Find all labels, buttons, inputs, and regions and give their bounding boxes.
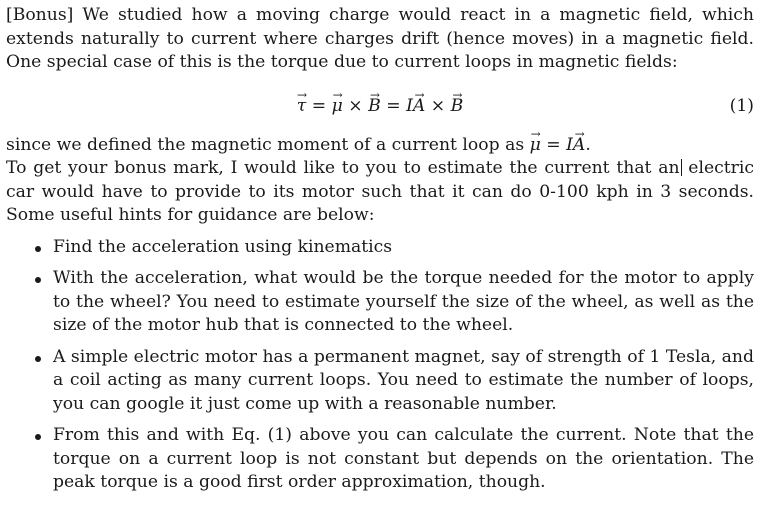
definition-end: . (585, 134, 591, 155)
equation-equals-2: = (380, 95, 407, 116)
b-vector-1: → B (368, 95, 381, 119)
hint-item: Find the acceleration using kinematics (6, 236, 754, 260)
definition-paragraph (6, 134, 754, 158)
equation-number: (1) (729, 95, 754, 116)
torque-equation-row (6, 95, 754, 119)
tau-vector: → τ (297, 95, 307, 119)
mu-vector: → μ (332, 95, 343, 119)
hint-item: With the acceleration, what would be the torque needed for the motor to apply to the wheel? You need to estimate yourself the size of the wheel, as well as the size of the motor hub that is connected to the wheel. (6, 267, 754, 338)
task-paragraph (6, 157, 754, 228)
b-vector-2: → B (451, 95, 464, 119)
definition-mu: → μ (530, 134, 541, 158)
torque-equation (6, 95, 754, 119)
area-vector: → A (413, 95, 425, 119)
equation-cross-2: × (425, 95, 451, 116)
hint-item: From this and with Eq. (1) above you can calculate the current. Note that the torque on a current loop is not constant but depends on the orientation. The peak torque is a good first order approximation, though. (6, 424, 754, 495)
hint-item: A simple electric motor has a permanent magnet, say of strength of 1 Tesla, and a coil acting as many current loops. You need to estimate the number of loops, you can google it just come up with a reasonable number. (6, 346, 754, 417)
intro-paragraph: [Bonus] We studied how a moving charge would react in a magnetic field, which extends naturally to current where charges drift (hence moves) in a magnetic field. One special case of this is the torque due to current loops in magnetic fields: (6, 5, 754, 72)
current-symbol: I (406, 95, 413, 116)
definition-equals: = (540, 134, 567, 155)
definition-i: I (566, 134, 573, 155)
equation-cross-1: × (342, 95, 369, 116)
task-text-end: electric car would have to provide to its motor such that it can do 0-100 kph in 3 seconds. Some useful hints for guidance are below: (6, 158, 754, 225)
definition-text: since we defined the magnetic moment of a current loop as (6, 134, 530, 155)
task-text-start: To get your bonus mark, I would like to you to estimate the current that an (6, 158, 680, 178)
document-body (6, 4, 754, 503)
definition-a: → A (573, 134, 585, 158)
equation-equals-1: = (306, 95, 332, 116)
hints-list (6, 236, 754, 495)
